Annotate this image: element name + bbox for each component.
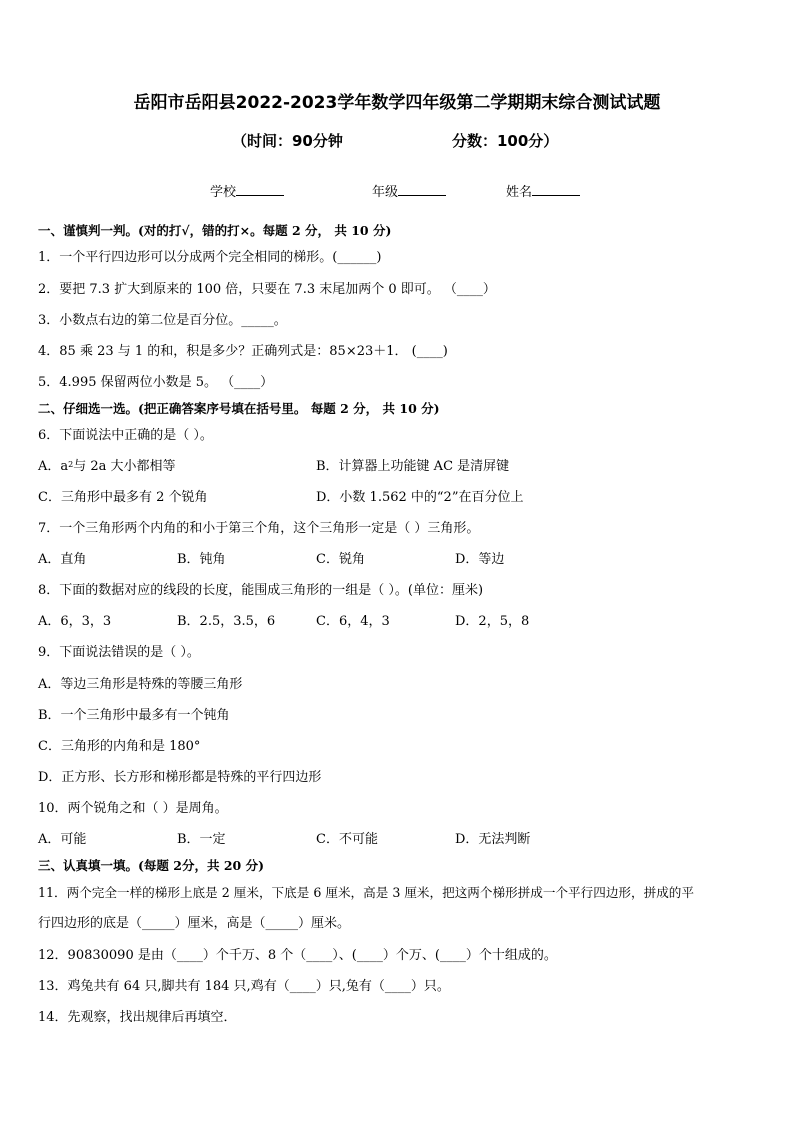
q10-option-a: A．可能 [38, 832, 87, 847]
page-title: 岳阳市岳阳县2022-2023学年数学四年级第二学期期末综合测试试题 [133, 93, 661, 113]
grade-label: 年级 [372, 185, 399, 200]
name-blank[interactable] [532, 183, 580, 196]
q9-option-d: D．正方形、长方形和梯形都是特殊的平行四边形 [38, 770, 322, 785]
q6-option-a-pre: A．a [38, 459, 69, 474]
school-field [210, 181, 284, 200]
question-2: 2．要把 7.3 扩大到原来的 100 倍，只要在 7.3 末尾加两个 0 即可。 （____） [38, 282, 496, 297]
q7-option-a: A．直角 [38, 552, 87, 567]
q8-option-b: B．2.5，3.5，6 [177, 614, 276, 629]
q6-option-a-post: 与 2a 大小都相等 [73, 459, 176, 474]
q9-option-b: B．一个三角形中最多有一个钝角 [38, 708, 230, 723]
q6-option-b: B．计算器上功能键 AC 是清屏键 [316, 459, 510, 474]
q7-option-d: D．等边 [455, 552, 505, 567]
question-1: 1．一个平行四边形可以分成两个完全相同的梯形。(______) [38, 250, 382, 265]
question-7: 7．一个三角形两个内角的和小于第三个角，这个三角形一定是（ ）三角形。 [38, 521, 480, 536]
question-3: 3．小数点右边的第二位是百分位。_____。 [38, 313, 287, 328]
q6-option-d: D．小数 1.562 中的“2”在百分位上 [316, 490, 524, 505]
q7-option-b: B．钝角 [177, 552, 226, 567]
question-4: 4．85 乘 23 与 1 的和，积是多少？正确列式是：85×23＋1． (____) [38, 344, 448, 359]
q10-option-c: C．不可能 [316, 832, 378, 847]
q9-option-c: C．三角形的内角和是 180° [38, 739, 201, 754]
q6-option-c: C．三角形中最多有 2 个锐角 [38, 490, 208, 505]
section2-heading: 二、仔细选一选。(把正确答案序号填在括号里。 每题 2 分， 共 10 分) [38, 401, 440, 416]
exam-score: 分数：100分） [452, 132, 559, 150]
question-13: 13．鸡兔共有 64 只,脚共有 184 只,鸡有（____）只,兔有（____）只。 [38, 979, 450, 994]
exam-time: （时间：90分钟 [232, 132, 343, 150]
question-12: 12．90830090 是由（____）个千万、8 个（____）、(____）个万、(____）个十组成的。 [38, 948, 557, 963]
school-label: 学校 [210, 185, 237, 200]
q8-option-a: A．6，3，3 [38, 614, 112, 629]
q10-option-d: D．无法判断 [455, 832, 531, 847]
question-5: 5．4.995 保留两位小数是 5。 （____） [38, 375, 274, 390]
question-11-line1: 11．两个完全一样的梯形上底是 2 厘米，下底是 6 厘米，高是 3 厘米，把这两个梯形拼成一个平行四边形，拼成的平 [38, 885, 694, 900]
q6-option-a [38, 458, 176, 476]
q8-option-d: D．2，5，8 [455, 614, 530, 629]
question-10: 10．两个锐角之和（ ）是周角。 [38, 801, 228, 816]
question-6: 6．下面说法中正确的是（ ）。 [38, 428, 213, 443]
q10-option-b: B．一定 [177, 832, 226, 847]
name-label: 姓名 [506, 185, 533, 200]
q7-option-c: C．锐角 [316, 552, 365, 567]
question-8: 8．下面的数据对应的线段的长度，能围成三角形的一组是（ ）。(单位：厘米) [38, 583, 484, 598]
q9-option-a: A．等边三角形是特殊的等腰三角形 [38, 677, 243, 692]
name-field [506, 181, 580, 200]
question-11-line2: 行四边形的底是（_____）厘米，高是（_____）厘米。 [38, 916, 351, 931]
question-9: 9．下面说法错误的是（ ）。 [38, 645, 200, 660]
grade-blank[interactable] [398, 183, 446, 196]
question-14: 14．先观察，找出规律后再填空． [38, 1010, 237, 1025]
grade-field [372, 181, 446, 200]
section3-heading: 三、认真填一填。(每题 2分，共 20 分) [38, 858, 264, 873]
q6-option-a-sup: 2 [68, 460, 74, 469]
school-blank[interactable] [236, 183, 284, 196]
q8-option-c: C．6，4，3 [316, 614, 390, 629]
section1-heading: 一、谨慎判一判。(对的打√，错的打×。每题 2 分， 共 10 分) [38, 223, 392, 238]
